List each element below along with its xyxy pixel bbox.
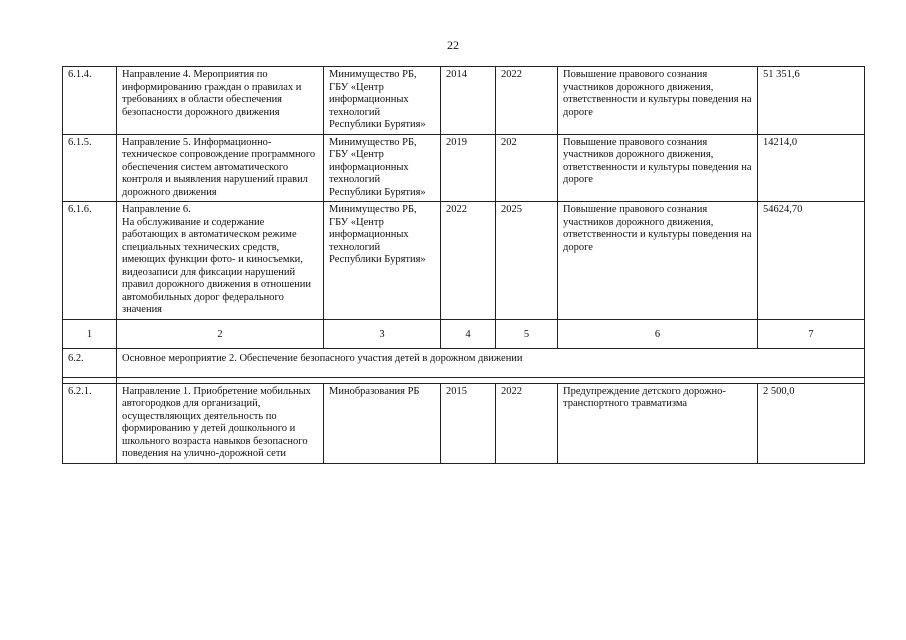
row-end-year: 2022 [496,383,558,463]
row-direction-heading: Направление 6. [122,204,191,215]
row-direction: Направление 1. Приобретение мобильных автогородков для организаций, осуществляющих деятельность по формированию у детей дошкольного и школьного возраста навыков безопасного поведения на улично-дорожной сети [117,383,324,463]
row-result: Повышение правового сознания участников дорожного движения, ответственности и культуры поведения на дороге [558,202,758,320]
row-direction [117,202,324,320]
section-heading-row [63,348,865,377]
table-row [63,383,865,463]
row-code: 6.2.1. [63,383,117,463]
column-index: 7 [758,319,865,348]
column-index: 5 [496,319,558,348]
activities-table [62,66,865,464]
row-end-year: 2022 [496,67,558,135]
section-title: Основное мероприятие 2. Обеспечение безопасного участия детей в дорожном движении [117,348,865,377]
row-result: Повышение правового сознания участников дорожного движения, ответственности и культуры поведения на дороге [558,134,758,202]
table-row [63,202,865,320]
row-start-year: 2015 [441,383,496,463]
row-amount: 54624,70 [758,202,865,320]
row-direction: Направление 5. Информационно-техническое сопровождение программного обеспечения систем автоматического контроля и выявления нарушений правил дорожного движения [117,134,324,202]
row-end-year: 2025 [496,202,558,320]
row-code: 6.1.4. [63,67,117,135]
row-start-year: 2014 [441,67,496,135]
row-executor: Минимущество РБ, ГБУ «Центр информационных технологий Республики Бурятия» [324,202,441,320]
row-amount: 51 351,6 [758,67,865,135]
column-index: 3 [324,319,441,348]
row-direction-text: На обслуживание и содержание работающих в автоматическом режиме специальных технических средств, имеющих функции фото- и киносъемки, видеозаписи для фиксации нарушений правил дорожного движения в отношении автомобильных дорог федерального значения [122,216,311,315]
row-amount: 2 500,0 [758,383,865,463]
row-amount: 14214,0 [758,134,865,202]
row-code: 6.1.6. [63,202,117,320]
row-executor: Минимущество РБ, ГБУ «Центр информационных технологий Республики Бурятия» [324,67,441,135]
row-executor: Минимущество РБ, ГБУ «Центр информационных технологий Республики Бурятия» [324,134,441,202]
column-index: 2 [117,319,324,348]
section-code: 6.2. [63,348,117,377]
row-end-year: 202 [496,134,558,202]
column-index: 1 [63,319,117,348]
row-start-year: 2022 [441,202,496,320]
table-row [63,67,865,135]
row-result: Предупреждение детского дорожно-транспортного травматизма [558,383,758,463]
row-direction: Направление 4. Мероприятия по информированию граждан о правилах и требованиях в области обеспечения безопасности дорожного движения [117,67,324,135]
column-index: 4 [441,319,496,348]
row-code: 6.1.5. [63,134,117,202]
row-executor: Минобразования РБ [324,383,441,463]
page-number: 22 [447,38,459,52]
row-result: Повышение правового сознания участников дорожного движения, ответственности и культуры поведения на дороге [558,67,758,135]
column-index: 6 [558,319,758,348]
row-start-year: 2019 [441,134,496,202]
table-row [63,134,865,202]
column-index-row [63,319,865,348]
